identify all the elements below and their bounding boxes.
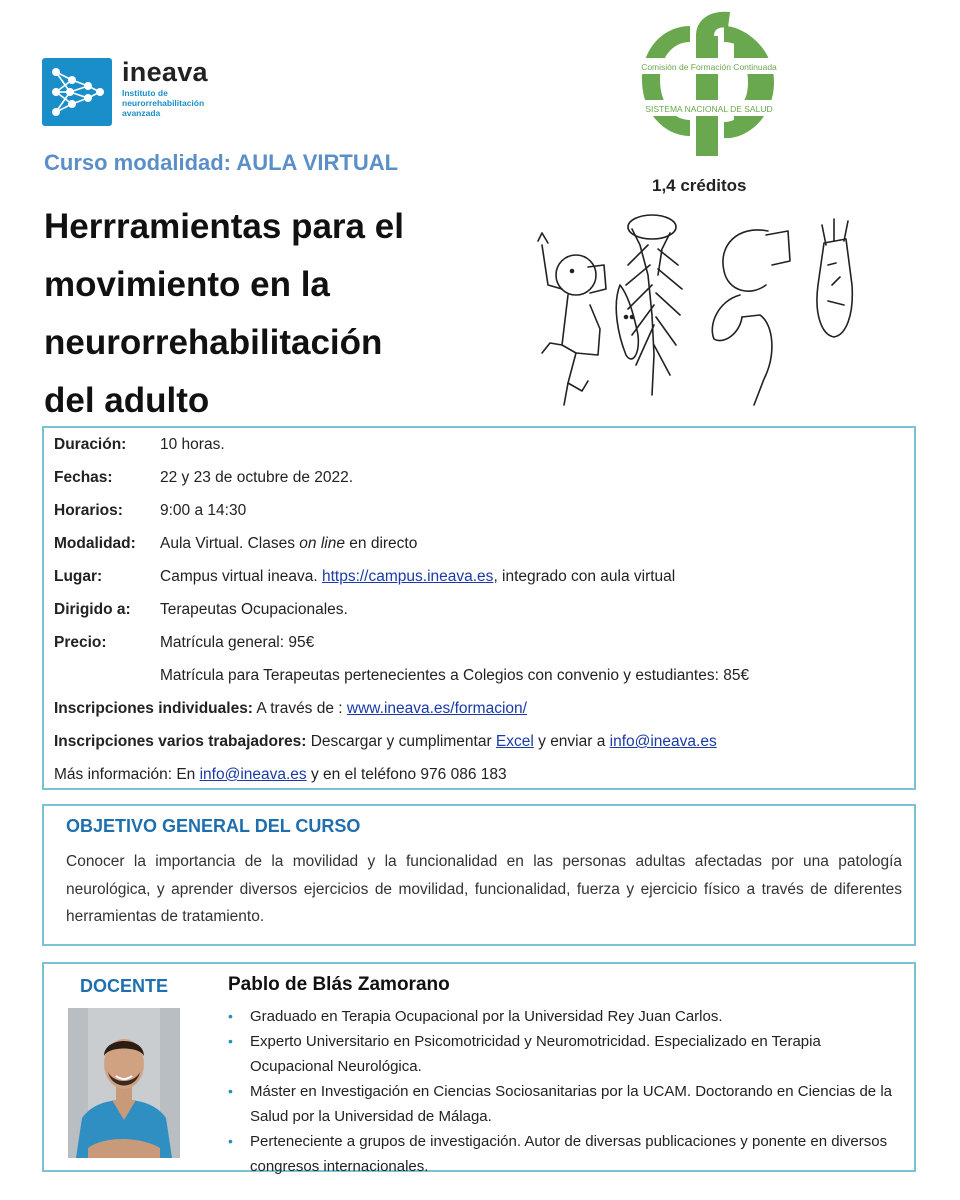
list-item: • Máster en Investigación en Ciencias Sociosanitarias por la UCAM. Doctorando en Ciencias de la Salud por la Universidad de Málaga. (228, 1079, 908, 1129)
cfc-seal (634, 8, 784, 160)
title-line: del adulto (44, 381, 210, 420)
neuro-illustration (528, 205, 868, 417)
objective-box (42, 804, 916, 946)
teacher-credentials (228, 1004, 908, 1179)
email-link[interactable]: info@ineava.es (199, 766, 307, 783)
info-horarios (54, 502, 247, 520)
info-dirigido (54, 601, 348, 619)
logo-subtitle: Instituto de neurorrehabilitación avanzada (122, 88, 205, 118)
info-value: Matrícula para Terapeutas pertenecientes a Colegios con convenio y estudiantes: 85€ (160, 667, 750, 684)
info-mas-informacion: Más información: En info@ineava.es y en el teléfono 976 086 183 (54, 766, 507, 783)
teacher-photo (68, 1008, 180, 1158)
title-line: Herrramientas para el (44, 207, 404, 246)
info-lugar (54, 568, 676, 586)
teacher-box (42, 962, 916, 1175)
info-value: 10 horas. (160, 436, 225, 453)
seal-top-text: Comisión de Formación Continuada (641, 62, 777, 72)
objective-title: OBJETIVO GENERAL DEL CURSO (66, 816, 361, 836)
list-item: • Perteneciente a grupos de investigación. Autor de diversas publicaciones y ponente en diversos congresos internacionales. (228, 1129, 908, 1179)
teacher-label: DOCENTE (80, 976, 169, 996)
course-modality: Curso modalidad: AULA VIRTUAL (44, 150, 399, 175)
network-icon (42, 58, 112, 126)
info-label: Precio: (54, 634, 107, 651)
email-link[interactable]: info@ineava.es (609, 733, 717, 750)
info-label: Duración: (54, 436, 127, 453)
info-value: 22 y 23 de octubre de 2022. (160, 469, 354, 486)
list-item: • Experto Universitario en Psicomotricidad y Neuromotricidad. Especializado en Terapia Ocupacional Neurológica. (228, 1029, 908, 1079)
info-label: Inscripciones varios trabajadores: (54, 733, 307, 750)
info-fechas (54, 469, 354, 487)
course-title (44, 198, 524, 430)
info-label: Dirigido a: (54, 601, 131, 618)
seal-band-text: SISTEMA NACIONAL DE SALUD (645, 104, 773, 114)
info-label: Modalidad: (54, 535, 136, 552)
info-label: Inscripciones individuales: (54, 700, 253, 717)
info-value: Campus virtual ineava. https://campus.ineava.es, integrado con aula virtual (160, 568, 676, 585)
info-value: Matrícula general: 95€ (160, 634, 315, 651)
course-info-box (42, 426, 916, 790)
info-value: 9:00 a 14:30 (160, 502, 247, 519)
info-value: Aula Virtual. Clases on line en directo (160, 535, 418, 552)
info-inscripciones-varios: Inscripciones varios trabajadores: Descargar y cumplimentar Excel y enviar a info@ineava.es (54, 733, 717, 750)
info-precio (54, 634, 315, 652)
formacion-link[interactable]: www.ineava.es/formacion/ (346, 700, 527, 717)
ineava-logo (42, 58, 222, 126)
info-label: Lugar: (54, 568, 103, 585)
campus-link[interactable]: https://campus.ineava.es (321, 568, 494, 585)
info-inscripciones-individuales: Inscripciones individuales: A través de : www.ineava.es/formacion/ (54, 700, 527, 717)
info-value: Terapeutas Ocupacionales. (160, 601, 348, 618)
list-item: • Graduado en Terapia Ocupacional por la Universidad Rey Juan Carlos. (228, 1004, 908, 1029)
title-line: movimiento en la (44, 265, 330, 304)
info-label: Horarios: (54, 502, 123, 519)
info-duracion (54, 436, 225, 454)
credits: 1,4 créditos (652, 176, 747, 195)
info-modalidad (54, 535, 418, 553)
excel-link[interactable]: Excel (495, 733, 534, 750)
title-line: neurorrehabilitación (44, 323, 383, 362)
objective-text: Conocer la importancia de la movilidad y la funcionalidad en las personas adultas afectadas por una patología neurológica, y aprender diversos ejercicios de movilidad, funcionalidad, fuerza y ejercicio físico a través de diferentes herramientas de tratamiento. (66, 853, 902, 925)
logo-name: ineava (122, 57, 208, 87)
info-label: Fechas: (54, 469, 113, 486)
teacher-name: Pablo de Blás Zamorano (228, 974, 450, 995)
